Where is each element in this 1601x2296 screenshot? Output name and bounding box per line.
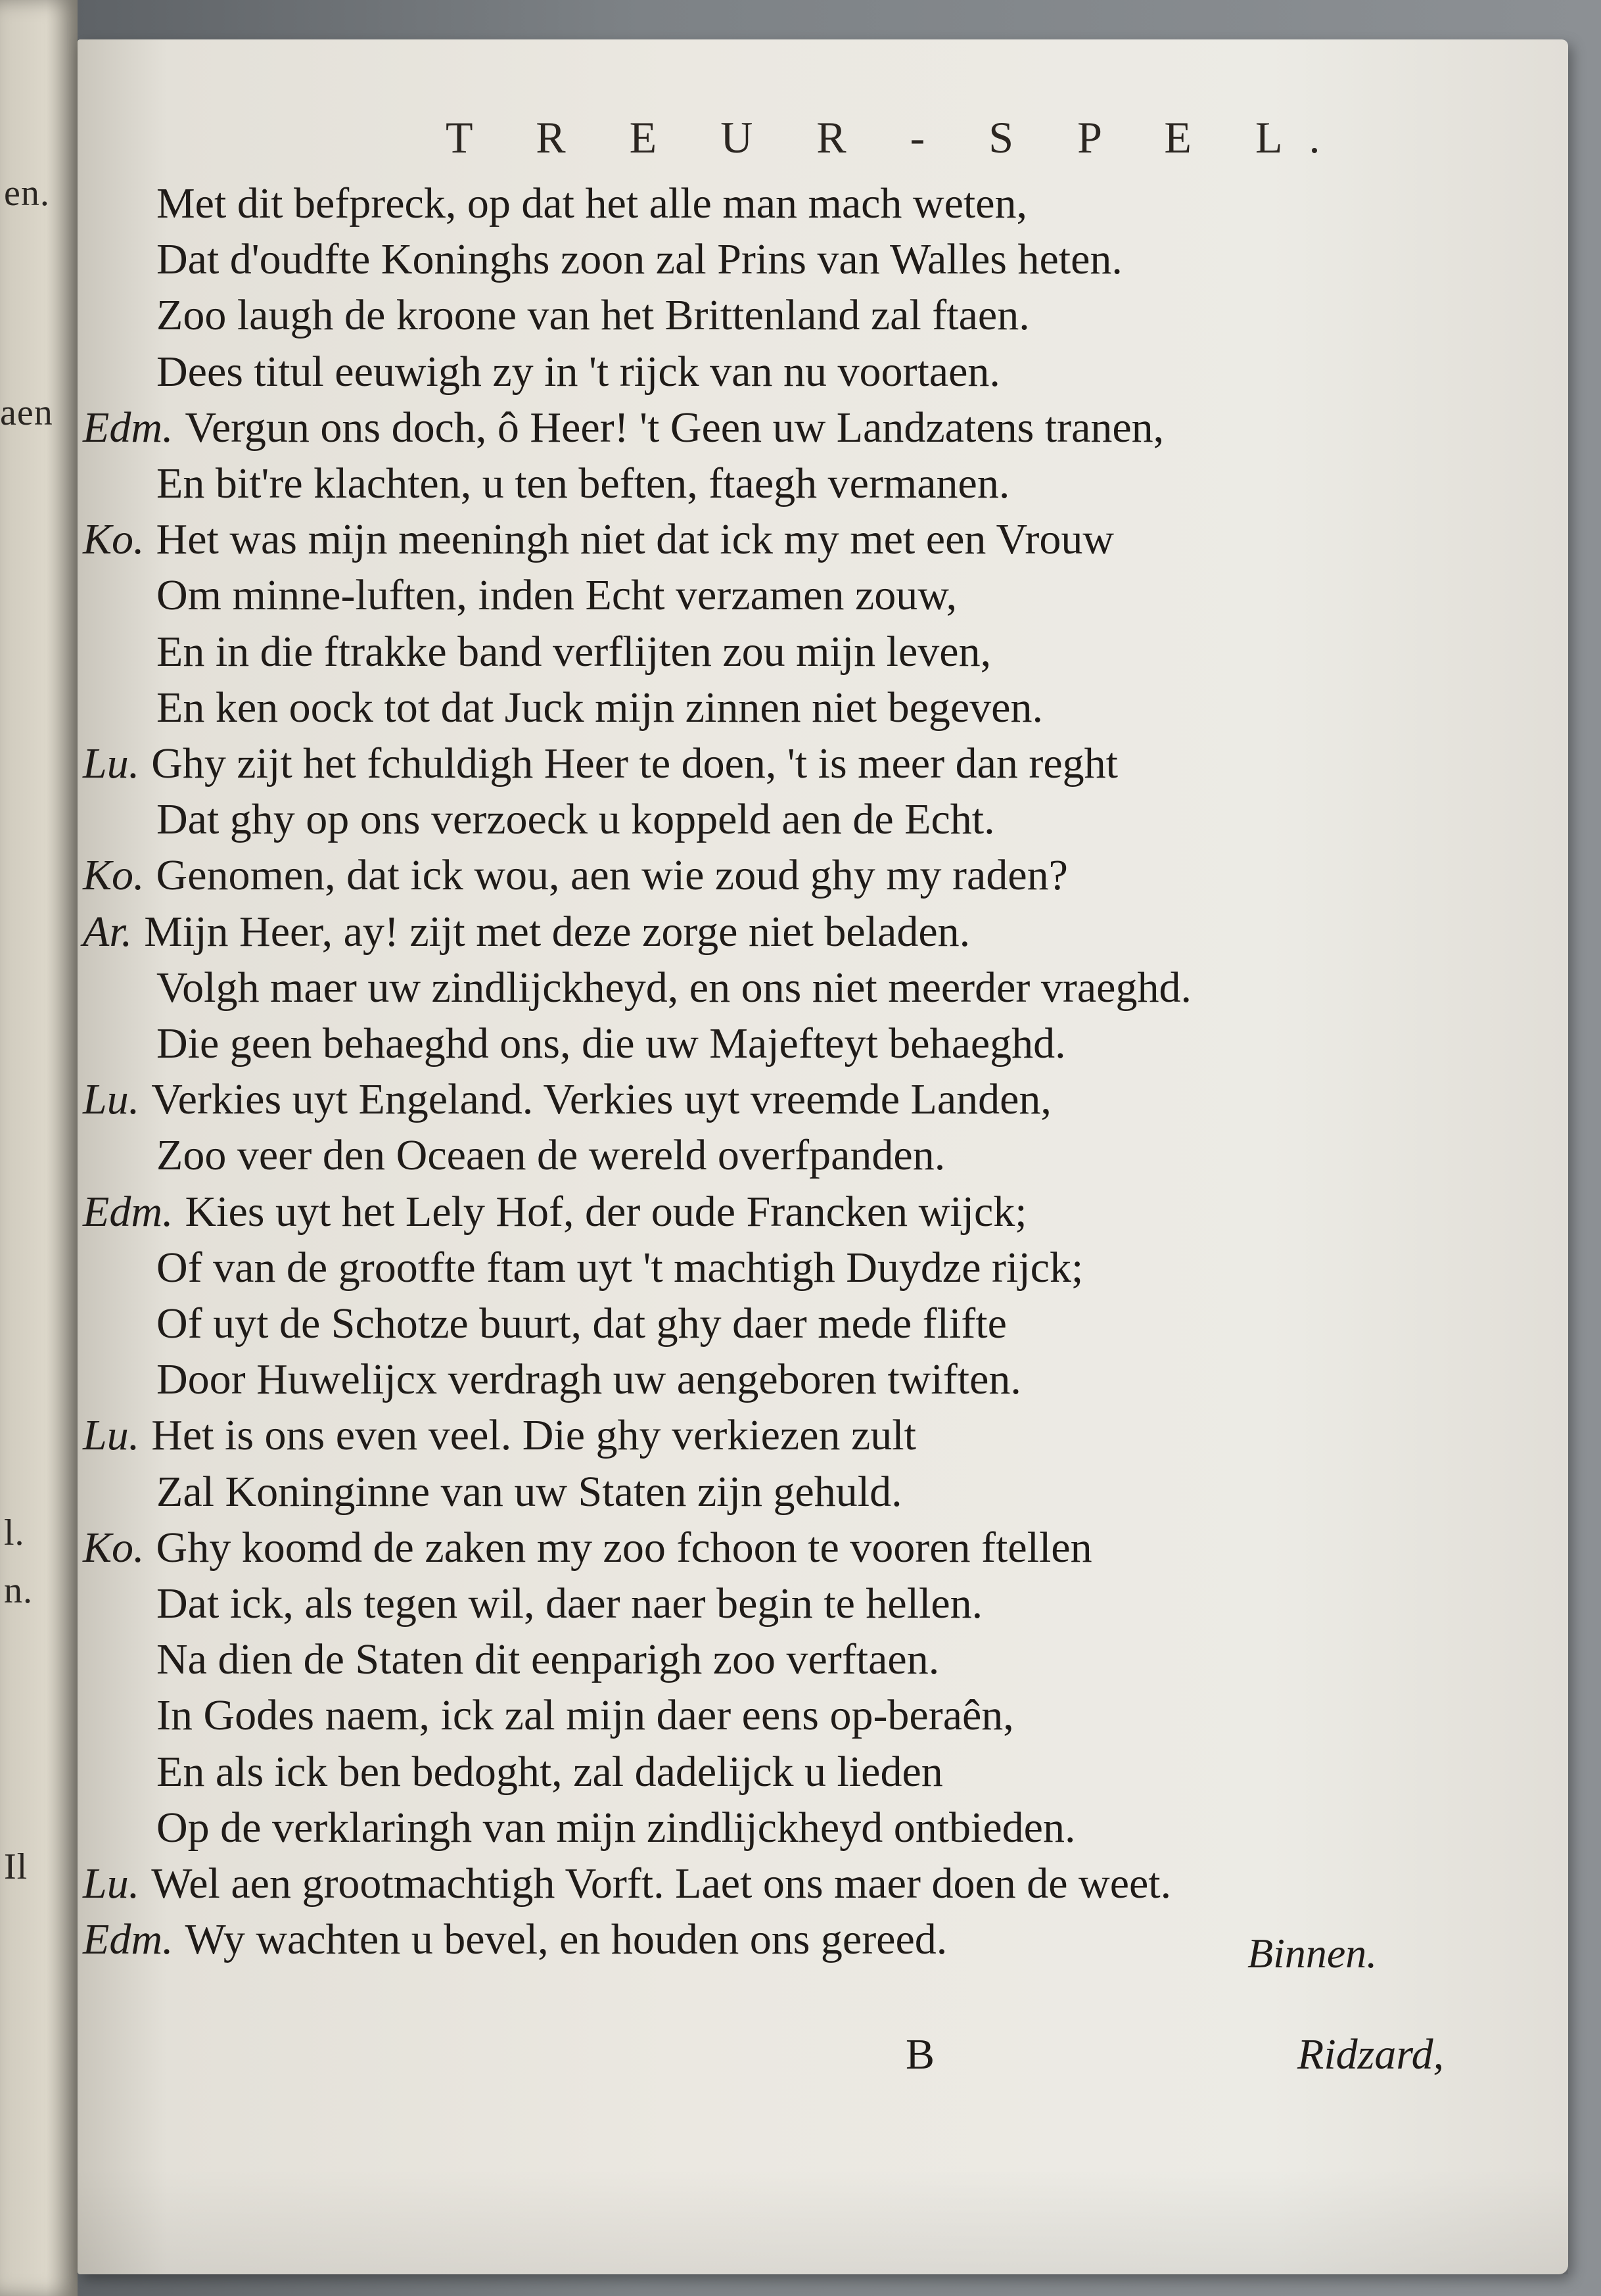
verse-line bbox=[83, 1409, 916, 1462]
verse-line bbox=[83, 1186, 1027, 1238]
verse-line bbox=[83, 849, 1068, 902]
verse-text: Dat ick, als tegen wil, daer naer begin te hellen. bbox=[156, 1580, 983, 1628]
verse-text: In Godes naem, ick zal mijn daer eens op-beraên, bbox=[156, 1691, 1014, 1740]
verse-text: Dees titul eeuwigh zy in 't rijck van nu voortaen. bbox=[156, 347, 1000, 396]
verse-text: En bit're klachten, u ten beften, ftaegh vermanen. bbox=[156, 459, 1010, 507]
verse-line bbox=[83, 1913, 947, 1966]
verse-text: Of uyt de Schotze buurt, dat ghy daer mede flifte bbox=[156, 1300, 1007, 1347]
verse-line bbox=[156, 1018, 1066, 1070]
verse-text: Het was mijn meeningh niet dat ick my met een Vrouw bbox=[156, 515, 1115, 564]
catchword: Ridzard, bbox=[1297, 2030, 1445, 2078]
verse-text: Dat d'oudfte Koninghs zoon zal Prins van Walles heten. bbox=[156, 235, 1123, 284]
verse-line bbox=[156, 962, 1192, 1014]
verse-line bbox=[156, 569, 957, 622]
verse-line bbox=[156, 1242, 1083, 1294]
verse-text: Volgh maer uw zindlijckheyd, en ons niet meerder vraeghd. bbox=[156, 963, 1192, 1012]
verse-line bbox=[156, 682, 1043, 734]
speaker-label: Edm. bbox=[83, 1187, 174, 1236]
speaker-label: Ar. bbox=[83, 907, 133, 956]
page-shadow bbox=[78, 2169, 1568, 2274]
speaker-label: Ko. bbox=[83, 515, 145, 564]
verse-text: En ken oock tot dat Juck mijn zinnen niet begeven. bbox=[156, 683, 1043, 732]
verse-text: Verkies uyt Engeland. Verkies uyt vreemde Landen, bbox=[151, 1075, 1052, 1124]
verse-line bbox=[83, 402, 1164, 454]
facing-page-fragment: n. bbox=[4, 1570, 33, 1611]
verse-line bbox=[156, 1353, 1021, 1406]
verse-text: Ghy koomd de zaken my zoo fchoon te vooren ftellen bbox=[156, 1523, 1092, 1572]
running-head: T R E U R - S P E L. bbox=[446, 112, 1347, 162]
verse-text: Mijn Heer, ay! zijt met deze zorge niet beladen. bbox=[144, 907, 971, 956]
verse-text: Wy wachten u bevel, en houden ons gereed. bbox=[185, 1915, 948, 1964]
verse-line bbox=[156, 1129, 945, 1182]
verse-text: Op de verklaringh van mijn zindlijckheyd ontbieden. bbox=[156, 1803, 1076, 1852]
verse-text: Of van de grootfte ftam uyt 't machtigh Duydze rijck; bbox=[156, 1243, 1084, 1292]
speaker-label: Lu. bbox=[83, 1075, 140, 1124]
verse-line bbox=[83, 1073, 1052, 1126]
speaker-label: Edm. bbox=[83, 1915, 174, 1964]
verse-text: Na dien de Staten dit eenparigh zoo verftaen. bbox=[156, 1635, 940, 1684]
verse-line bbox=[156, 346, 1000, 398]
speaker-label: Lu. bbox=[83, 1860, 140, 1908]
verse-line bbox=[156, 1746, 943, 1798]
verse-line bbox=[156, 1633, 939, 1686]
verse-text: Zal Koninginne van uw Staten zijn gehuld. bbox=[156, 1467, 902, 1516]
verse-line bbox=[156, 1802, 1075, 1854]
signature-mark: B bbox=[906, 2030, 935, 2078]
speaker-label: Ko. bbox=[83, 851, 145, 900]
verse-text: Om minne-luften, inden Echt verzamen zouw, bbox=[156, 571, 958, 620]
book-page bbox=[78, 39, 1568, 2274]
verse-line bbox=[156, 1689, 1014, 1742]
facing-page-fragment: en. bbox=[4, 173, 50, 214]
verse-text: Dat ghy op ons verzoeck u koppeld aen de Echt. bbox=[156, 795, 995, 844]
verse-text: En als ick ben bedoght, zal dadelijck u lieden bbox=[156, 1747, 943, 1796]
verse-line bbox=[83, 1522, 1092, 1574]
verse-text: Genomen, dat ick wou, aen wie zoud ghy my raden? bbox=[156, 851, 1068, 900]
verse-line bbox=[156, 1466, 902, 1518]
speaker-label: Lu. bbox=[83, 1411, 140, 1460]
verse-text: Door Huwelijcx verdragh uw aengeboren twiften. bbox=[156, 1355, 1021, 1404]
verse-line bbox=[83, 906, 970, 958]
verse-text: En in die ftrakke band verflijten zou mijn leven, bbox=[156, 627, 992, 676]
facing-page-fragment: aen bbox=[0, 392, 53, 433]
verse-line bbox=[156, 793, 995, 846]
verse-text: Wel aen grootmachtigh Vorft. Laet ons maer doen de weet. bbox=[151, 1860, 1172, 1908]
verse-line bbox=[156, 626, 991, 678]
stage-direction: Binnen. bbox=[1247, 1930, 1378, 1977]
verse-line bbox=[156, 289, 1030, 342]
verse-text: Kies uyt het Lely Hof, der oude Francken wijck; bbox=[185, 1187, 1027, 1236]
speaker-label: Edm. bbox=[83, 403, 174, 452]
verse-line bbox=[156, 1298, 1007, 1350]
verse-line bbox=[156, 1578, 983, 1630]
verse-text: Met dit befpreck, op dat het alle man mach weten, bbox=[156, 179, 1027, 227]
verse-line bbox=[83, 513, 1114, 566]
verse-text: Ghy zijt het fchuldigh Heer te doen, 't is meer dan reght bbox=[151, 739, 1118, 787]
facing-page-fragment: Il bbox=[4, 1846, 28, 1887]
speaker-label: Lu. bbox=[83, 739, 140, 787]
verse-text: Het is ons even veel. Die ghy verkiezen zult bbox=[151, 1411, 916, 1460]
facing-page-fragment: l. bbox=[4, 1512, 25, 1553]
facing-page-edge bbox=[0, 0, 78, 2296]
verse-line bbox=[156, 457, 1009, 510]
verse-text: Vergun ons doch, ô Heer! 't Geen uw Landzatens tranen, bbox=[185, 403, 1165, 452]
verse-line bbox=[83, 738, 1118, 790]
verse-text: Zoo veer den Oceaen de wereld overfpanden. bbox=[156, 1131, 946, 1180]
verse-text: Zoo laugh de kroone van het Brittenland zal ftaen. bbox=[156, 291, 1030, 340]
verse-line bbox=[156, 177, 1027, 230]
verse-text: Die geen behaeghd ons, die uw Majefteyt behaeghd. bbox=[156, 1019, 1066, 1067]
verse-line bbox=[83, 1858, 1171, 1910]
verse-line bbox=[156, 233, 1123, 286]
speaker-label: Ko. bbox=[83, 1523, 145, 1572]
